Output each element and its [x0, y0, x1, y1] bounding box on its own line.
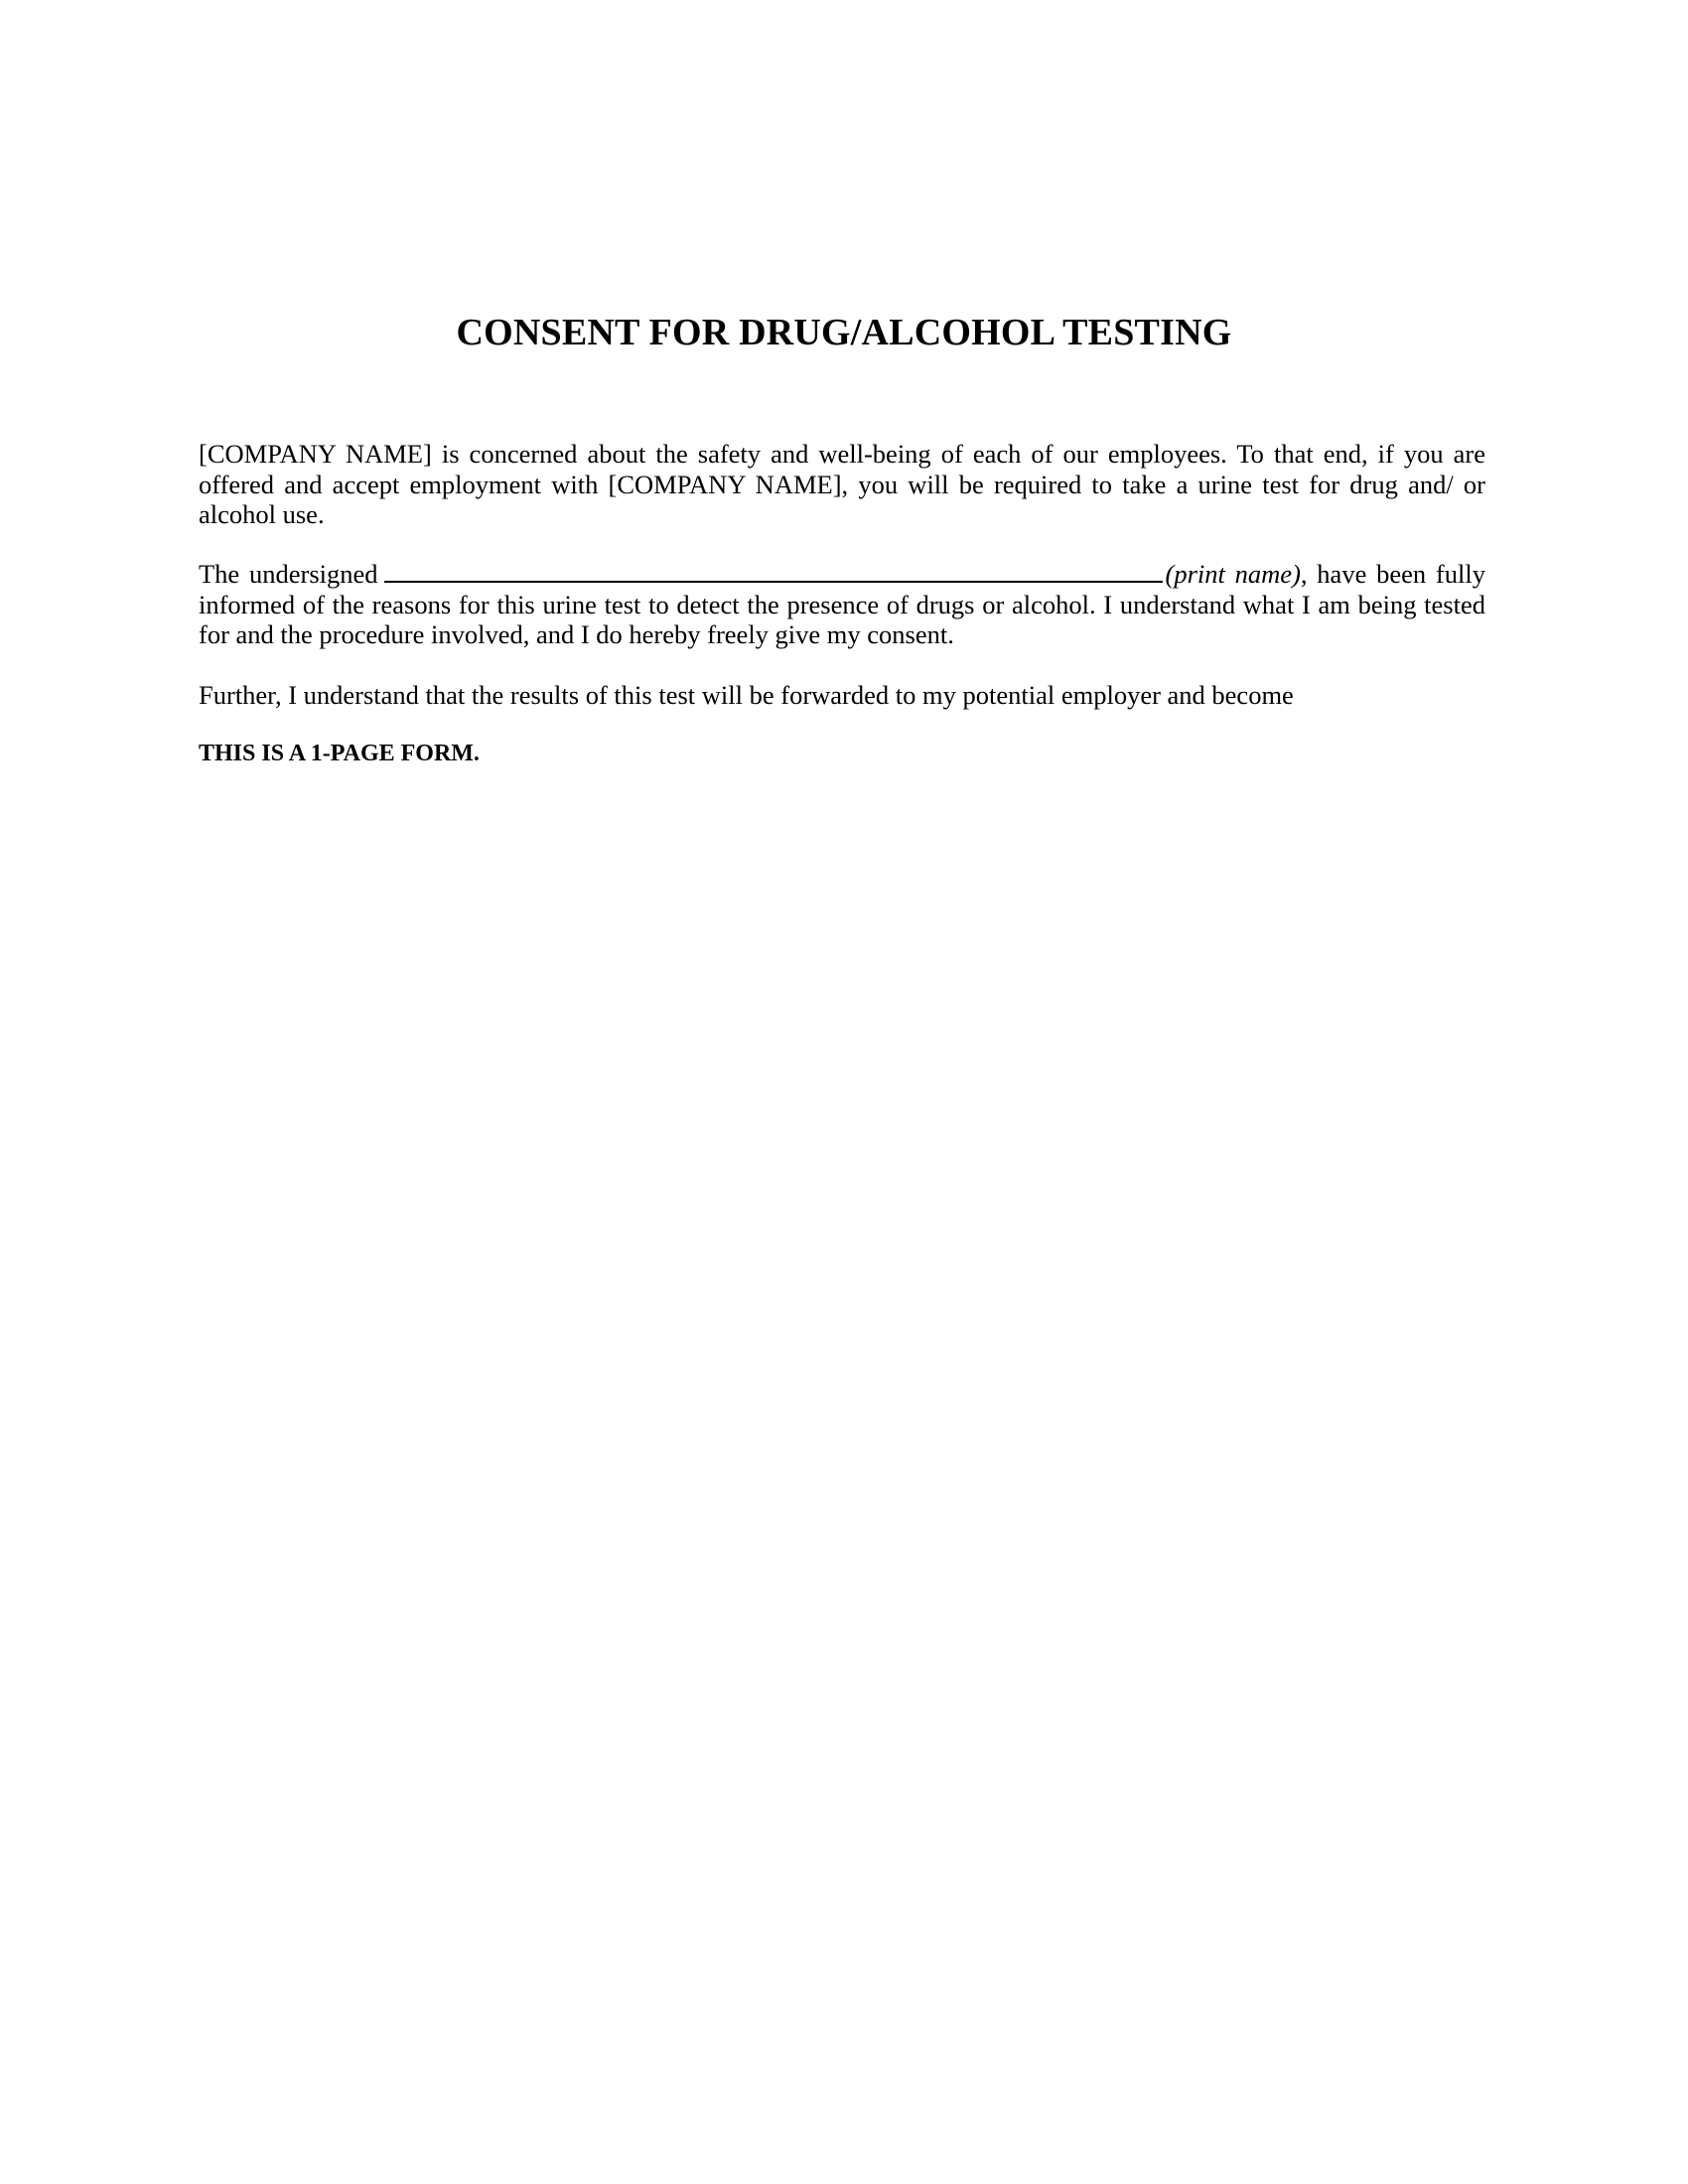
document-title: CONSENT FOR DRUG/ALCOHOL TESTING: [456, 312, 1232, 353]
consent-prefix: The undersigned: [199, 559, 378, 589]
print-name-blank-line: [384, 559, 1163, 583]
consent-suffix: , have been fully informed of the reasons for this urine test to detect the presence of drugs or alcohol. I understand what I am being tested for and the procedure involved, and I do hereby freely give my consent.: [199, 559, 1485, 649]
print-name-label: (print name): [1165, 559, 1301, 589]
intro-paragraph: [COMPANY NAME] is concerned about the safety and well-being of each of our employees. To that end, if you are offered and accept employment with [COMPANY NAME], you will be required to take a urine test for drug and/ or alcohol use.: [199, 439, 1485, 529]
consent-paragraph: [199, 559, 1485, 650]
results-paragraph: Further, I understand that the results of this test will be forwarded to my potential employer and become: [199, 680, 1294, 710]
page-count-note: THIS IS A 1-PAGE FORM.: [199, 741, 480, 766]
